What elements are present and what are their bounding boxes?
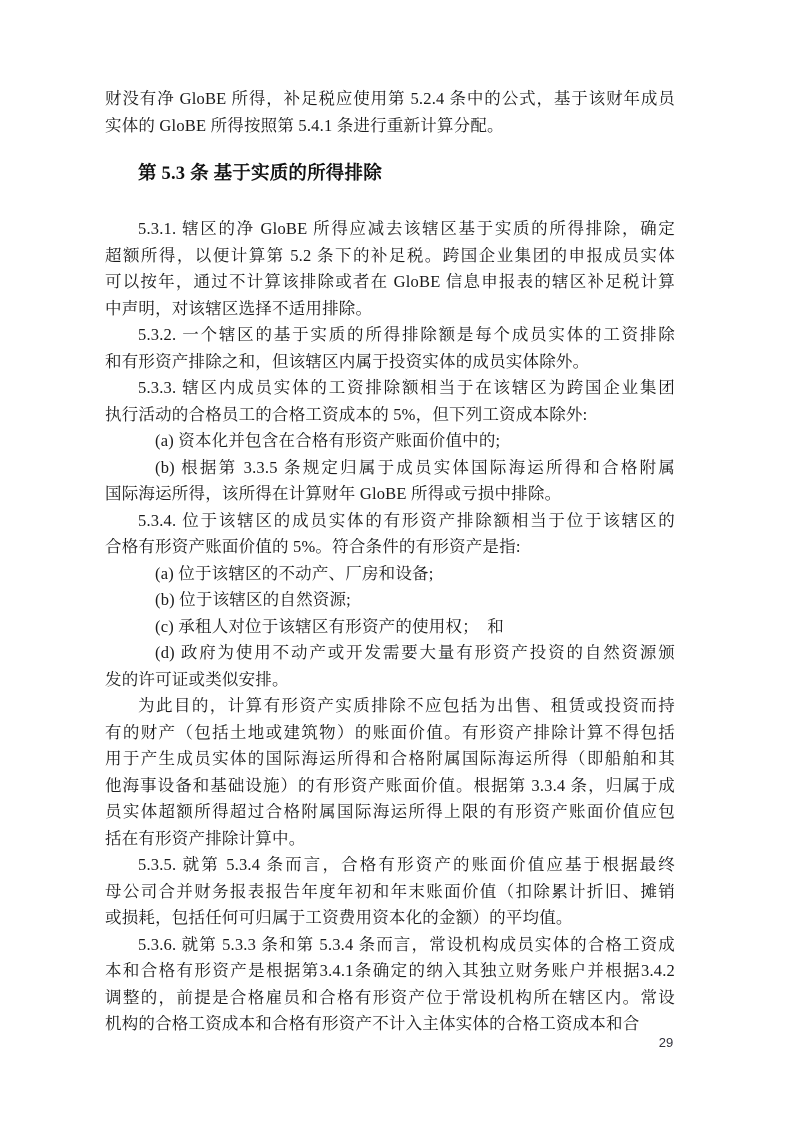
paragraph (105, 852, 675, 932)
list-item (105, 455, 675, 508)
text-line: 国际海运所得，该所得在计算财年 GloBE 所得或亏损中排除。 (105, 484, 562, 503)
text-line: (c) 承租人对位于该辖区有形资产的使用权； 和 (155, 616, 504, 636)
page-number: 29 (658, 1035, 674, 1050)
text-line: 为此目的，计算有形资产实质排除不应包括为出售、租赁或投资而持 (138, 696, 675, 715)
text-line: 可以按年，通过不计算该排除或者在 GloBE 信息申报表的辖区补足税计算 (105, 272, 675, 291)
text-line: 用于产生成员实体的国际海运所得和合格附属国际海运所得（即船舶和其 (105, 749, 675, 768)
text-line: 合格有形资产账面价值的 5%。符合条件的有形资产是指: (105, 537, 521, 556)
paragraph (105, 375, 675, 428)
list-item (105, 428, 675, 455)
list-item (105, 561, 675, 588)
text-line: 5.3.6. 就第 5.3.3 条和第 5.3.4 条而言，常设机构成员实体的合格工资成 (138, 934, 675, 954)
text-line: 机构的合格工资成本和合格有形资产不计入主体实体的合格工资成本和合 (105, 1014, 640, 1033)
text-line: 中声明，对该辖区选择不适用排除。 (105, 298, 373, 318)
text-line: 员实体超额所得超过合格附属国际海运所得上限的有形资产账面价值应包 (105, 802, 675, 821)
text-line: (d) 政府为使用不动产或开发需要大量有形资产投资的自然资源颁 (155, 643, 675, 662)
text-line: 有的财产（包括土地或建筑物）的账面价值。有形资产排除计算不得包括 (105, 722, 675, 742)
text-line: 括在有形资产排除计算中。 (105, 828, 306, 848)
paragraph (105, 508, 675, 561)
text-line: 超额所得，以便计算第 5.2 条下的补足税。跨国企业集团的申报成员实体 (105, 245, 675, 265)
text-line: (a) 资本化并包含在合格有形资产账面价值中的; (155, 431, 501, 450)
list-item (105, 640, 675, 693)
document-body (105, 86, 675, 1038)
section-heading (105, 161, 675, 188)
text-line: 5.3.2. 一个辖区的基于实质的所得排除额是每个成员实体的工资排除 (138, 325, 675, 344)
text-line: 5.3.1. 辖区的净 GloBE 所得应减去该辖区基于实质的所得排除，确定 (138, 219, 675, 238)
text-line: 执行活动的合格员工的合格工资成本的 5%，但下列工资成本除外: (105, 404, 588, 424)
list-item (105, 614, 675, 641)
text-line: 母公司合并财务报表报告年度年初和年末账面价值（扣除累计折旧、摊销 (105, 881, 675, 901)
paragraph (105, 86, 675, 139)
text-line: 5.3.4. 位于该辖区的成员实体的有形资产排除额相当于位于该辖区的 (138, 510, 675, 530)
text-line: 发的许可证或类似安排。 (105, 669, 289, 689)
paragraph (105, 693, 675, 852)
text-line: (b) 根据第 3.3.5 条规定归属于成员实体国际海运所得和合格附属 (155, 457, 675, 477)
paragraph (105, 322, 675, 375)
text-line: 本和合格有形资产是根据第3.4.1条确定的纳入其独立财务账户并根据3.4.2 (105, 961, 675, 980)
text-line: 财没有净 GloBE 所得，补足税应使用第 5.2.4 条中的公式，基于该财年成员 (105, 89, 675, 108)
text-line: 5.3.3. 辖区内成员实体的工资排除额相当于在该辖区为跨国企业集团 (138, 378, 675, 397)
text-line: 或损耗，包括任何可归属于工资费用资本化的金额）的平均值。 (105, 908, 573, 927)
list-item (105, 587, 675, 614)
text-line: 调整的，前提是合格雇员和合格有形资产位于常设机构所在辖区内。常设 (105, 987, 675, 1007)
text-line: 实体的 GloBE 所得按照第 5.4.1 条进行重新计算分配。 (105, 115, 504, 135)
text-line: 第 5.3 条 基于实质的所得排除 (138, 164, 382, 184)
text-line: (b) 位于该辖区的自然资源; (155, 590, 351, 609)
text-line: (a) 位于该辖区的不动产、厂房和设备; (155, 563, 434, 583)
text-line: 他海事设备和基础设施）的有形资产账面价值。根据第 3.3.4 条，归属于成 (105, 775, 675, 795)
text-line: 和有形资产排除之和，但该辖区内属于投资实体的成员实体除外。 (105, 351, 590, 371)
paragraph (105, 932, 675, 1038)
paragraph (105, 216, 675, 322)
text-line: 5.3.5. 就第 5.3.4 条而言，合格有形资产的账面价值应基于根据最终 (138, 855, 675, 874)
